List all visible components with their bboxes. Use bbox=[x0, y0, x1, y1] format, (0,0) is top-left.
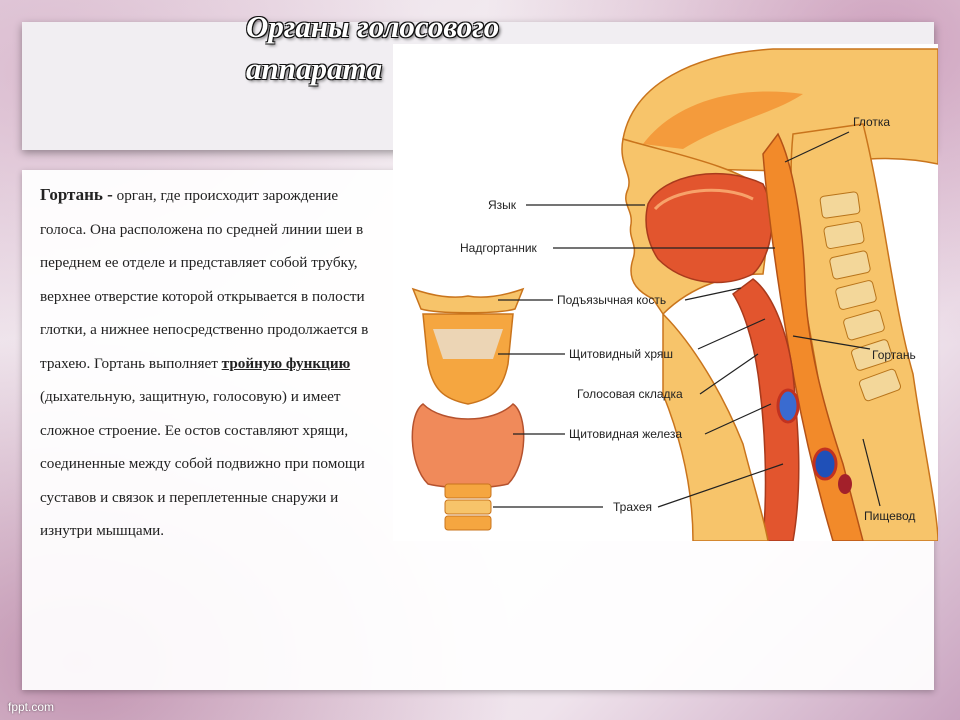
larynx-front-view bbox=[412, 289, 523, 530]
label-thyroid-cartilage: Щитовидный хряш bbox=[569, 347, 674, 361]
label-larynx: Гортань bbox=[872, 348, 916, 362]
label-vocal-fold: Голосовая складка bbox=[577, 387, 683, 401]
label-pharynx: Глотка bbox=[853, 115, 891, 129]
body-paragraph bbox=[40, 178, 380, 548]
label-hyoid-bone: Подъязычная кость bbox=[557, 293, 667, 307]
paragraph-text-2: (дыхательную, защитную, голосовую) и имеет сложное строение. Ее остов составляют хрящи, соединенные между собой подвижно при помощи суставов и связок и переплетенные снаружи и изнутри мышцами. bbox=[40, 388, 365, 539]
sagittal-section bbox=[622, 49, 938, 541]
anatomy-figure bbox=[393, 44, 938, 541]
anatomy-illustration bbox=[393, 44, 938, 541]
label-epiglottis: Надгортанник bbox=[460, 241, 537, 255]
label-esophagus: Пищевод bbox=[864, 509, 916, 523]
label-tongue: Язык bbox=[488, 198, 517, 212]
triple-function-link[interactable]: тройную функцию bbox=[221, 354, 351, 372]
paragraph-text-1: орган, где происходит зарождение голоса. Она расположена по средней линии шеи в переднем ее отделе и представляет собой трубку, верхнее отверстие которой открывается в полости глотки, а нижнее непосредственно продолжается в трахею. Гортань выполняет bbox=[40, 187, 369, 372]
slide-title: Органы голосового аппарата bbox=[246, 9, 500, 86]
label-thyroid-gland: Щитовидная железа bbox=[569, 427, 683, 441]
label-trachea: Трахея bbox=[613, 500, 653, 514]
term-larynx: Гортань - bbox=[40, 185, 113, 204]
watermark: fppt.com bbox=[8, 700, 55, 714]
